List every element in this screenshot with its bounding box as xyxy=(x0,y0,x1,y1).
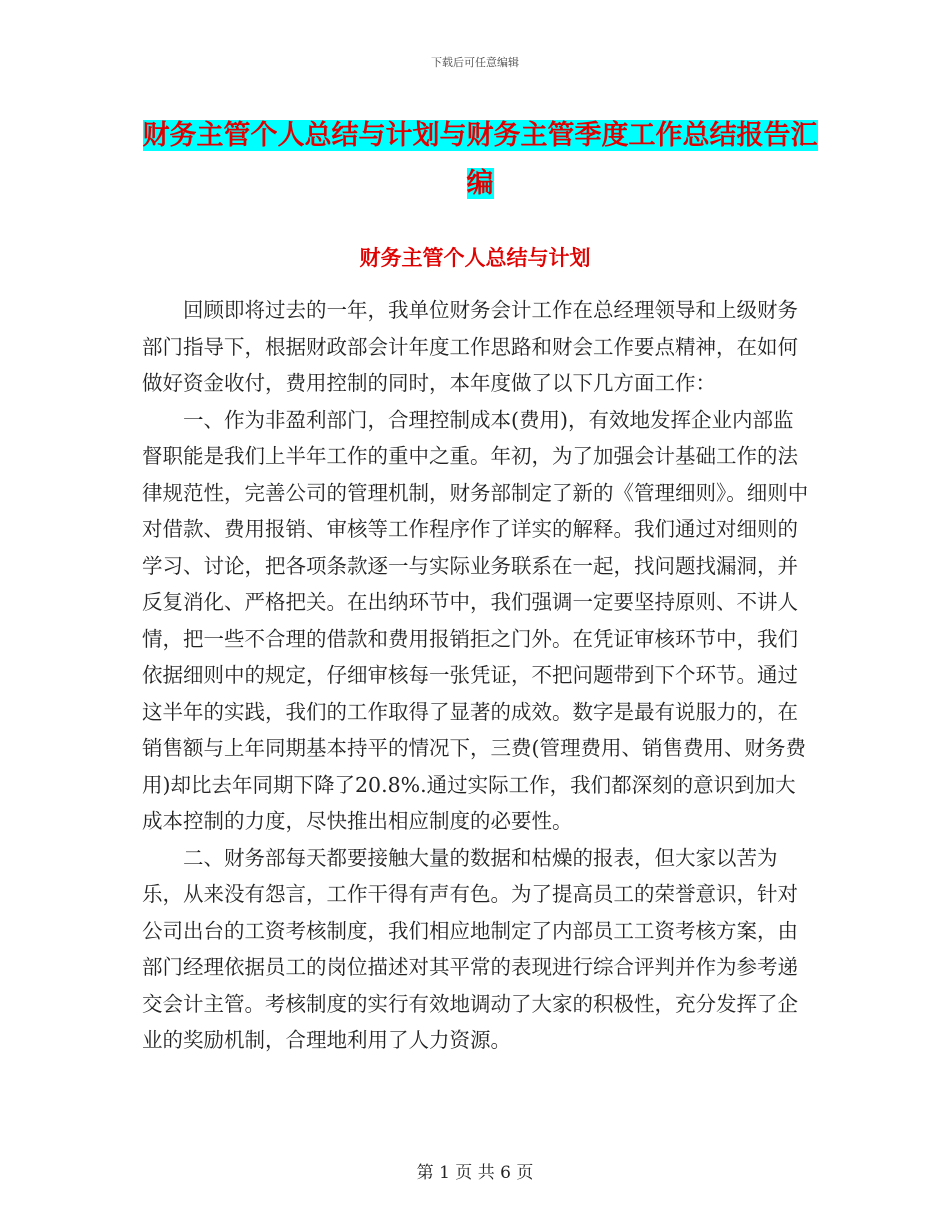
section-title: 财务主管个人总结与计划 xyxy=(359,246,591,270)
paragraph-item-2: 二、财务部每天都要接触大量的数据和枯燥的报表，但大家以苦为乐，从来没有怨言，工作干得有声有色。为了提高员工的荣誉意识，针对公司出台的工资考核制度，我们相应地制定了内部员工工资考核方案，由部门经理依据员工的岗位描述对其平常的表现进行综合评判并作为参考递交会计主管。考核制度的实行有效地调动了大家的积极性，充分发挥了企业的奖励机制，合理地利用了人力资源。 xyxy=(142,845,798,1052)
page-header-note: 下载后可任意编辑 xyxy=(431,56,519,69)
page-number: 第 1 页 共 6 页 xyxy=(416,1163,534,1183)
document-title xyxy=(140,112,820,208)
paragraph-item-1: 一、作为非盈利部门，合理控制成本(费用)，有效地发挥企业内部监督职能是我们上半年工作的重中之重。年初，为了加强会计基础工作的法律规范性，完善公司的管理机制，财务部制定了新的《管理细则》。细则中对借款、费用报销、审核等工作程序作了详实的解释。我们通过对细则的学习、讨论，把各项条款逐一与实际业务联系在一起，找问题找漏洞，并反复消化、严格把关。在出纳环节中，我们强调一定要坚持原则、不讲人情，把一些不合理的借款和费用报销拒之门外。在凭证审核环节中，我们依据细则中的规定，仔细审核每一张凭证，不把问题带到下个环节。通过这半年的实践，我们的工作取得了显著的成效。数字是最有说服力的，在销售额与上年同期基本持平的情况下，三费(管理费用、销售费用、财务费用)却比去年同期下降了20.8%.通过实际工作，我们都深刻的意识到加大成本控制的力度，尽快推出相应制度的必要性。 xyxy=(142,407,809,833)
document-title-text: 财务主管个人总结与计划与财务主管季度工作总结报告汇编 xyxy=(142,120,818,199)
paragraph-intro: 回顾即将过去的一年，我单位财务会计工作在总经理领导和上级财务部门指导下，根据财政部会计年度工作思路和财会工作要点精神，在如何做好资金收付，费用控制的同时，本年度做了以下几方面工作： xyxy=(142,298,798,395)
document-body xyxy=(142,292,812,1059)
